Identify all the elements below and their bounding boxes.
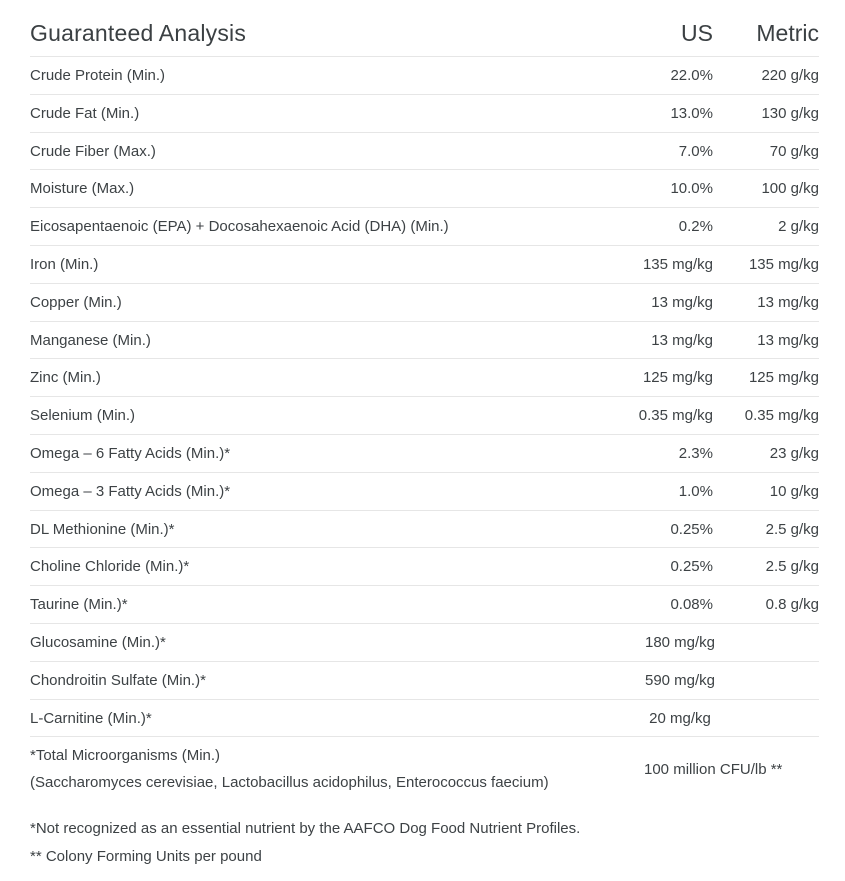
microorganisms-value: 100 million CFU/lb **: [644, 761, 783, 779]
table-row: [30, 359, 819, 397]
value-metric: 2.5 g/kg: [765, 558, 819, 576]
nutrient-name: Crude Protein (Min.): [30, 67, 166, 84]
value-combined-text: 20 mg/kg: [649, 709, 711, 727]
table-row: [30, 170, 819, 208]
table-row: [30, 662, 819, 700]
nutrient-name: Crude Fat (Min.): [30, 104, 140, 122]
value-us: 1.0%: [678, 482, 713, 500]
guaranteed-analysis-table: [30, 0, 819, 803]
table-row: [30, 133, 819, 171]
value-metric: 23 g/kg: [769, 444, 819, 462]
table-row: [30, 208, 819, 246]
value-metric: 0.8 g/kg: [765, 596, 819, 614]
table-row: [30, 511, 819, 549]
value-combined-text: 180 mg/kg: [644, 633, 716, 651]
nutrient-name: Zinc (Min.): [30, 369, 101, 387]
nutrient-name: Glucosamine (Min.)*: [30, 633, 166, 651]
nutrient-name: Taurine (Min.)*: [30, 596, 128, 614]
value-us: 13.0%: [670, 104, 713, 122]
nutrient-name: DL Methionine (Min.)*: [30, 520, 175, 538]
value-combined-text: 590 mg/kg: [644, 671, 716, 689]
value-metric: 130 g/kg: [761, 104, 819, 122]
nutrient-name: Iron (Min.): [30, 255, 99, 273]
value-metric: 0.35 mg/kg: [744, 407, 819, 425]
table-row: [30, 473, 819, 511]
value-us: 0.08%: [670, 596, 713, 614]
value-metric: 70 g/kg: [769, 142, 819, 160]
value-metric: 135 mg/kg: [748, 255, 819, 273]
value-us: 10.0%: [670, 180, 713, 198]
value-metric: 13 mg/kg: [757, 293, 819, 311]
nutrient-name: Eicosapentaenoic (EPA) + Docosahexaenoic Acid (DHA) (Min.): [30, 218, 449, 236]
nutrient-name: Omega – 6 Fatty Acids (Min.)*: [30, 444, 231, 462]
nutrient-name: L-Carnitine (Min.)*: [30, 709, 152, 727]
table-row: [30, 397, 819, 435]
table-row: [30, 700, 819, 738]
column-header-metric: Metric: [756, 20, 819, 46]
nutrient-name: Omega – 3 Fatty Acids (Min.)*: [30, 482, 231, 500]
table-body: [30, 57, 819, 737]
value-us: 0.25%: [670, 520, 713, 538]
microorganisms-label: *Total Microorganisms (Min.): [30, 747, 221, 765]
table-row: [30, 435, 819, 473]
table-title: Guaranteed Analysis: [30, 20, 247, 46]
value-metric: 10 g/kg: [769, 482, 819, 500]
table-row: [30, 586, 819, 624]
nutrient-name: Selenium (Min.): [30, 407, 136, 425]
microorganisms-row: [30, 737, 819, 803]
table-row: [30, 548, 819, 586]
table-row: [30, 624, 819, 662]
value-metric: 100 g/kg: [761, 180, 819, 198]
table-row: [30, 284, 819, 322]
nutrient-name: Copper (Min.): [30, 293, 122, 311]
nutrient-name: Moisture (Max.): [30, 180, 135, 198]
nutrient-name: Crude Fiber (Max.): [30, 142, 156, 160]
value-us: 135 mg/kg: [642, 255, 713, 273]
table-row: [30, 246, 819, 284]
value-us: 125 mg/kg: [642, 369, 713, 387]
value-metric: 125 mg/kg: [748, 369, 819, 387]
value-us: 7.0%: [678, 142, 713, 160]
value-metric: 220 g/kg: [761, 67, 819, 84]
value-us: 13 mg/kg: [651, 331, 713, 349]
table-row: [30, 57, 819, 95]
value-metric: 13 mg/kg: [757, 331, 819, 349]
value-us: 22.0%: [670, 67, 713, 84]
nutrient-name: Manganese (Min.): [30, 331, 151, 349]
table-header: [30, 0, 819, 57]
microorganisms-species: (Saccharomyces cerevisiae, Lactobacillus acidophilus, Enterococcus faecium): [30, 774, 549, 792]
value-metric: 2 g/kg: [778, 218, 819, 236]
value-us: 0.2%: [678, 218, 713, 236]
value-us: 0.25%: [670, 558, 713, 576]
footnote-aafco: *Not recognized as an essential nutrient by the AAFCO Dog Food Nutrient Profiles.: [30, 820, 581, 837]
nutrient-name: Chondroitin Sulfate (Min.)*: [30, 671, 206, 689]
value-us: 0.35 mg/kg: [638, 407, 713, 425]
footnote-cfu: ** Colony Forming Units per pound: [30, 848, 262, 865]
value-metric: 2.5 g/kg: [765, 520, 819, 538]
value-us: 2.3%: [678, 444, 713, 462]
column-header-us: US: [681, 20, 713, 46]
table-row: [30, 95, 819, 133]
table-row: [30, 322, 819, 360]
value-us: 13 mg/kg: [651, 293, 713, 311]
nutrient-name: Choline Chloride (Min.)*: [30, 558, 190, 576]
